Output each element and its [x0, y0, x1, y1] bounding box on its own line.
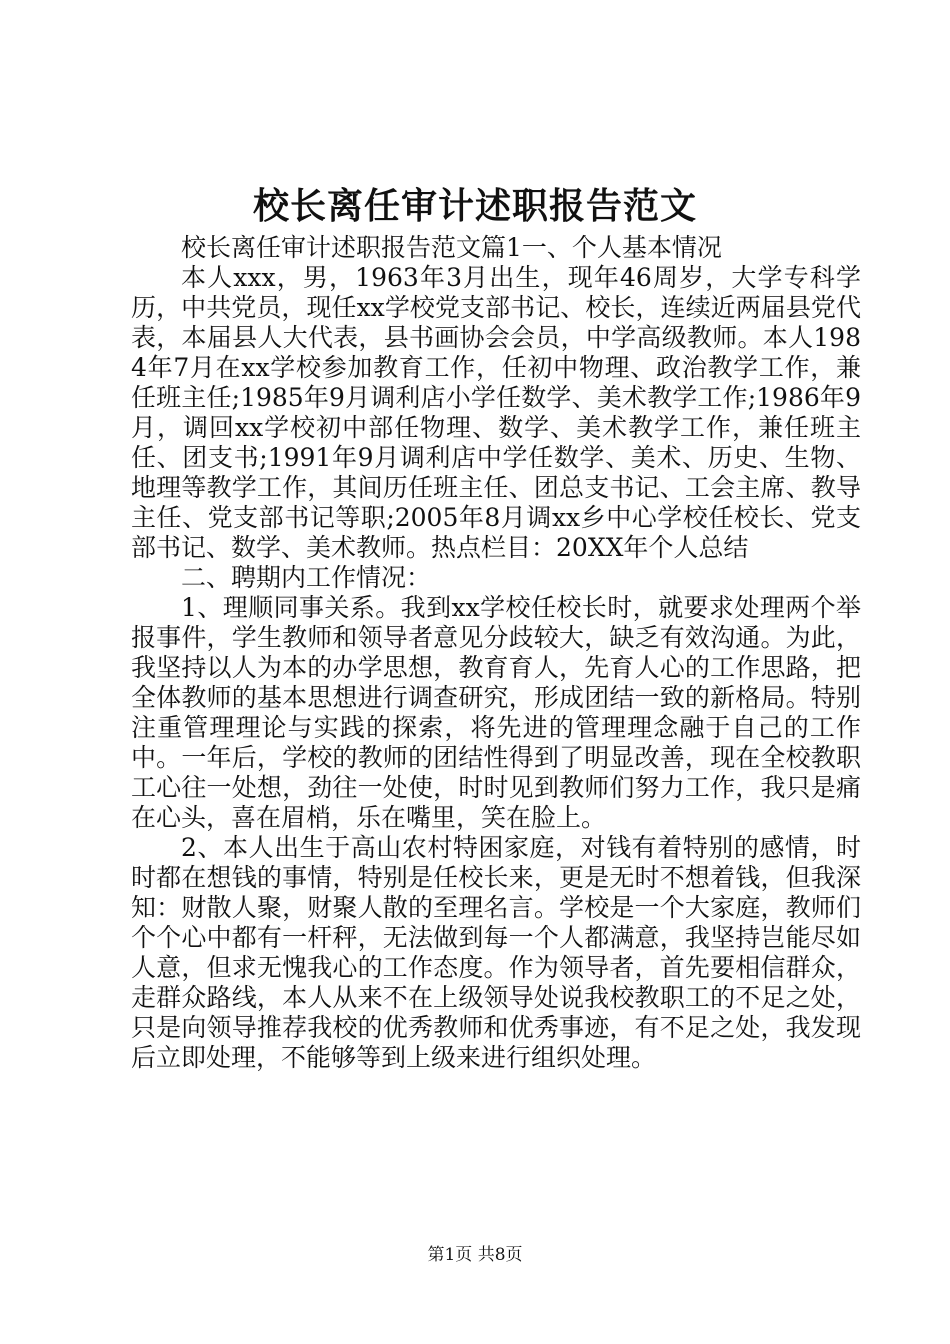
paragraph-basic-info: 本人xxx，男，1963年3月出生，现年46周岁，大学专科学历，中共党员，现任xx学校党支部书记、校长，连续近两届县党代表，本届县人大代表，县书画协会会员，中学高级教师。本人1984年7月在xx学校参加教育工作，任初中物理、政治教学工作，兼任班主任;1985年9月调利店小学任数学、美术教学工作;1986年9月，调回xx学校初中部任物理、数学、美术教学工作，兼任班主任、团支书;1991年9月调利店中学任数学、美术、历史、生物、地理等教学工作，其间历任班主任、团总支书记、工会主席、教导主任、党支部书记等职;2005年8月调xx乡中心学校任校长、党支部书记、数学、美术教师。热点栏目：20XX年个人总结 — [131, 263, 861, 562]
paragraph-point-1: 1、理顺同事关系。我到xx学校任校长时，就要求处理两个举报事件，学生教师和领导者意见分歧较大，缺乏有效沟通。为此，我坚持以人为本的办学思想，教育育人，先育人心的工作思路，把全体教师的基本思想进行调查研究，形成团结一致的新格局。特别注重管理理论与实践的探索，将先进的管理理念融于自己的工作中。一年后，学校的教师的团结性得到了明显改善，现在全校教职工心往一处想，劲往一处使，时时见到教师们努力工作，我只是痛在心头，喜在眉梢，乐在嘴里，笑在脸上。 — [131, 593, 861, 832]
paragraph-section-heading: 二、聘期内工作情况： — [181, 563, 432, 592]
paragraph-intro: 校长离任审计述职报告范文篇1一、个人基本情况 — [181, 233, 722, 262]
paragraph-point-2: 2、本人出生于高山农村特困家庭，对钱有着特别的感情，时时都在想钱的事情，特别是任校长来，更是无时不想着钱，但我深知：财散人聚，财聚人散的至理名言。学校是一个大家庭，教师们个个心中都有一杆秤，无法做到每一个人都满意，我坚持岂能尽如人意，但求无愧我心的工作态度。作为领导者，首先要相信群众，走群众路线，本人从来不在上级领导处说我校教职工的不足之处，只是向领导推荐我校的优秀教师和优秀事迹，有不足之处，我发现后立即处理，不能够等到上级来进行组织处理。 — [131, 833, 861, 1072]
document-body — [131, 233, 861, 1073]
document-title: 校长离任审计述职报告范文 — [252, 185, 697, 227]
page-footer: 第1页 共8页 — [427, 1245, 523, 1265]
